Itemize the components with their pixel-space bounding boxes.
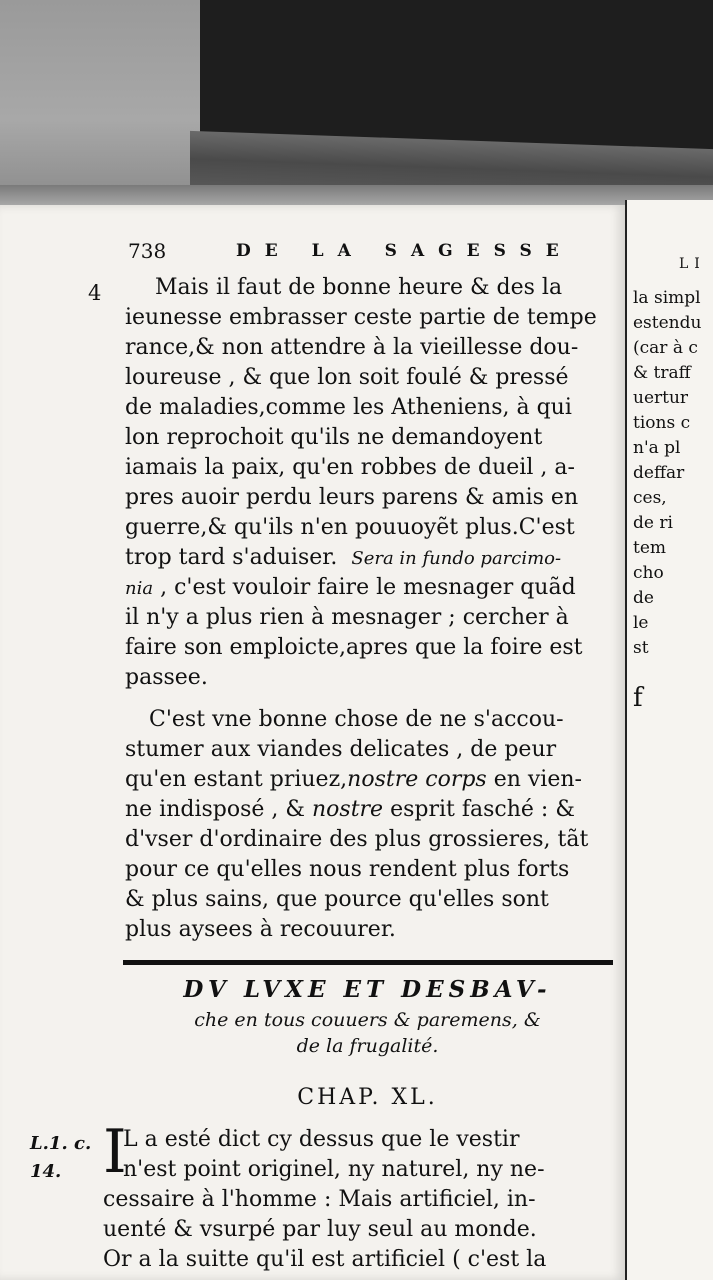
text-line: lon reprochoit qu'ils ne demandoyent bbox=[125, 425, 543, 450]
text-line: (car à c bbox=[633, 338, 698, 358]
right-page bbox=[625, 200, 713, 1280]
text-line: st bbox=[633, 638, 649, 658]
section-rule bbox=[123, 960, 613, 965]
text-run: en vien- bbox=[486, 767, 582, 792]
running-head bbox=[128, 237, 598, 267]
running-title: DE LA SAGESSE bbox=[236, 241, 573, 261]
text-line: passee. bbox=[125, 665, 208, 690]
text-line: de bbox=[633, 588, 654, 608]
page-number: 738 bbox=[128, 239, 167, 263]
paragraph-3 bbox=[103, 1125, 625, 1275]
text-line: deffar bbox=[633, 463, 685, 483]
text-line: de ri bbox=[633, 513, 673, 533]
text-line: & plus sains, que pource qu'elles sont bbox=[125, 887, 549, 912]
text-line: rance,& non attendre à la vieillesse dou- bbox=[125, 335, 579, 360]
italic-run: nostre corps bbox=[347, 767, 487, 792]
text-line bbox=[633, 661, 701, 686]
chapter-heading bbox=[115, 973, 620, 1059]
text-run: esprit fasché : & bbox=[383, 797, 575, 822]
text-line: cessaire à l'homme : Mais artificiel, in- bbox=[103, 1187, 536, 1212]
chapter-title-line: DV LVXE ET DESBAV- bbox=[183, 976, 552, 1003]
chapter-title-line: de la frugalité. bbox=[296, 1035, 439, 1057]
text-line: n'est point originel, ny naturel, ny ne- bbox=[123, 1157, 545, 1182]
margin-note bbox=[30, 1130, 91, 1186]
latin-italic: Sera in fundo parcimo- bbox=[351, 548, 562, 569]
text-line: & traff bbox=[633, 363, 691, 383]
text-line bbox=[125, 765, 612, 795]
margin-number: 4 bbox=[88, 281, 102, 305]
drop-cap: I bbox=[103, 1117, 127, 1187]
text-run: qu'en estant priuez, bbox=[125, 767, 348, 792]
text-line: ieunesse embrasser ceste partie de tempe bbox=[125, 305, 597, 330]
text-line: n'a pl bbox=[633, 438, 681, 458]
text-line: faire son emploicte,apres que la foire est bbox=[125, 635, 583, 660]
text-line: ces, bbox=[633, 488, 667, 508]
text-line: cho bbox=[633, 563, 664, 583]
text-line: Or a la suitte qu'il est artificiel ( c'est la bbox=[103, 1247, 547, 1272]
text-line: tem bbox=[633, 538, 667, 558]
text-line: tions c bbox=[633, 413, 691, 433]
text-line: loureuse , & que lon soit foulé & pressé bbox=[125, 365, 569, 390]
text-line bbox=[125, 795, 612, 825]
text-line: le bbox=[633, 613, 649, 633]
right-running-head: LI bbox=[679, 256, 706, 272]
scanner-background bbox=[0, 0, 200, 200]
text-line: L a esté dict cy dessus que le vestir bbox=[123, 1127, 520, 1152]
text-line: guerre,& qu'ils n'en pouuoyẽt plus.C'est bbox=[125, 515, 575, 540]
text-line: pres auoir perdu leurs parens & amis en bbox=[125, 485, 579, 510]
margin-note-line: L.1. c. bbox=[30, 1133, 92, 1154]
text-line: de maladies,comme les Atheniens, à qui bbox=[125, 395, 572, 420]
text-line: Mais il faut de bonne heure & des la bbox=[155, 275, 563, 300]
text-line: f bbox=[633, 683, 643, 713]
text-line: C'est vne bonne chose de ne s'accou- bbox=[149, 707, 564, 732]
latin-italic: nia bbox=[125, 578, 154, 599]
right-page-text bbox=[633, 248, 701, 711]
scanner-dark-area bbox=[200, 0, 713, 150]
margin-note-line: 14. bbox=[30, 1161, 62, 1182]
paragraph-2 bbox=[125, 705, 612, 945]
chapter-number: CHAP. XL. bbox=[297, 1085, 438, 1110]
text-run: ne indisposé , & bbox=[125, 797, 305, 822]
text-line: il n'y a plus rien à mesnager ; cercher à bbox=[125, 605, 569, 630]
text-line: estendu bbox=[633, 313, 702, 333]
text-run: trop tard s'aduiser. bbox=[125, 545, 338, 570]
text-line: la simpl bbox=[633, 288, 701, 308]
paragraph-1 bbox=[125, 273, 612, 693]
text-line: stumer aux viandes delicates , de peur bbox=[125, 737, 557, 762]
text-line: uenté & vsurpé par luy seul au monde. bbox=[103, 1217, 537, 1242]
text-line: d'vser d'ordinaire des plus grossieres, tãt bbox=[125, 827, 589, 852]
text-line: pour ce qu'elles nous rendent plus forts bbox=[125, 857, 570, 882]
text-line: uertur bbox=[633, 388, 689, 408]
text-line: iamais la paix, qu'en robbes de dueil , a- bbox=[125, 455, 575, 480]
text-line bbox=[125, 573, 612, 603]
chapter-title-line: che en tous couuers & paremens, & bbox=[194, 1009, 541, 1031]
text-line: plus aysees à recouurer. bbox=[125, 917, 396, 942]
italic-run: nostre bbox=[312, 797, 384, 822]
left-page bbox=[0, 205, 625, 1280]
text-run: , c'est vouloir faire le mesnager quãd bbox=[160, 575, 576, 600]
text-line bbox=[125, 543, 612, 573]
